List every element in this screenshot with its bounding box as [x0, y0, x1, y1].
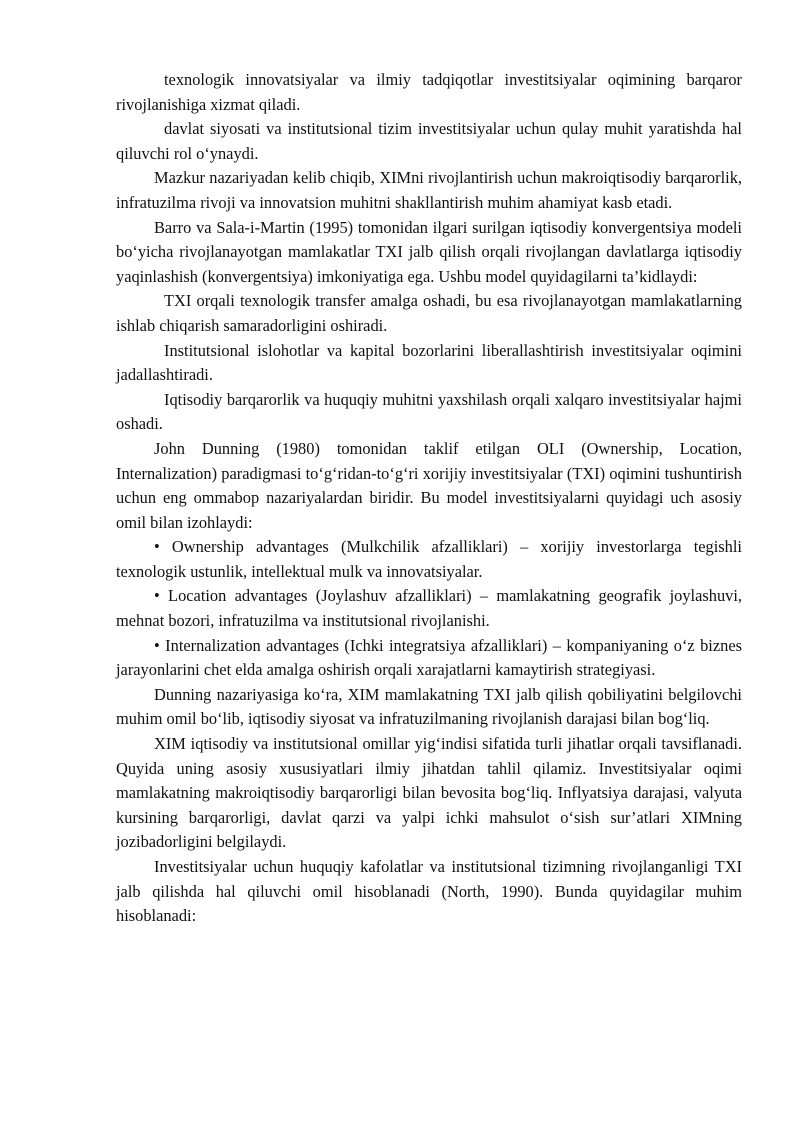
paragraph-5: TXI orqali texnologik transfer amalga oshadi, bu esa rivojlanayotgan mamlakatlarning ishlab chiqarish samaradorligini oshiradi.: [116, 291, 742, 335]
paragraph-3: Mazkur nazariyadan kelib chiqib, XIMni rivojlantirish uchun makroiqtisodiy barqarorlik, infratuzilma rivoji va innovatsion muhitni shakllantirish muhim ahamiyat kasb etadi.: [116, 168, 742, 212]
paragraph-4: Barro va Sala-i-Martin (1995) tomonidan ilgari surilgan iqtisodiy konvergentsiya modeli bo‘yicha rivojlanayotgan mamlakatlar TXI jalb qilish orqali rivojlangan davlatlarga iqtisodiy yaqinlashish (konvergentsiya) imkoniyatiga ega. Ushbu model quyidagilarni ta’kidlaydi:: [116, 217, 742, 286]
paragraph-1: texnologik innovatsiyalar va ilmiy tadqiqotlar investitsiyalar oqimining barqaror rivojlanishiga xizmat qiladi.: [116, 70, 742, 114]
paragraph-2: davlat siyosati va institutsional tizim investitsiyalar uchun qulay muhit yaratishda hal qiluvchi rol o‘ynaydi.: [116, 119, 742, 163]
paragraph-12: Dunning nazariyasiga ko‘ra, XIM mamlakatning TXI jalb qilish qobiliyatini belgilovchi muhim omil bo‘lib, iqtisodiy siyosat va infratuzilmaning rivojlanish darajasi bilan bog‘liq.: [116, 684, 742, 729]
paragraph-8: John Dunning (1980) tomonidan taklif etilgan OLI (Ownership, Location, Internalization) paradigmasi to‘g‘ridan-to‘g‘ri xorijiy investitsiyalar (TXI) oqimini tushuntirish uchun eng ommabop nazariyalardan biridir. Bu model investitsiyalarni quyidagi uch asosiy omil bilan izohlaydi:: [116, 438, 742, 532]
bullet-item-location: • Location advantages (Joylashuv afzalliklari) – mamlakatning geografik joylashuvi, mehnat bozori, infratuzilma va institutsional rivojlanishi.: [116, 586, 742, 631]
bullet-item-internalization: • Internalization advantages (Ichki integratsiya afzalliklari) – kompaniyaning o‘z biznes jarayonlarini chet elda amalga oshirish orqali xarajatlarni kamaytirish strategiyasi.: [116, 635, 742, 680]
bullet-item-ownership: • Ownership advantages (Mulkchilik afzalliklari) – xorijiy investorlarga tegishli texnologik ustunlik, intellektual mulk va innovatsiyalar.: [116, 537, 742, 581]
paragraph-6: Institutsional islohotlar va kapital bozorlarini liberallashtirish investitsiyalar oqimini jadallashtiradi.: [116, 340, 742, 385]
document-page: [116, 68, 742, 929]
paragraph-13: XIM iqtisodiy va institutsional omillar yig‘indisi sifatida turli jihatlar orqali tavsiflanadi. Quyida uning asosiy xususiyatlari ilmiy jihatdan tahlil qilamiz. Investitsiyalar oqimi mamlakatning makroiqtisodiy barqarorligi bilan bevosita bog‘liq. Inflyatsiya darajasi, valyuta kursining barqarorligi, davlat qarzi va yalpi ichki mahsulot o‘sish sur’atlari XIMning jozibadorligini belgilaydi.: [116, 734, 742, 852]
paragraph-7: Iqtisodiy barqarorlik va huquqiy muhitni yaxshilash orqali xalqaro investitsiyalar hajmi oshadi.: [116, 389, 742, 434]
paragraph-14: Investitsiyalar uchun huquqiy kafolatlar va institutsional tizimning rivojlanganligi TXI jalb qilishda hal qiluvchi omil hisoblanadi (North, 1990). Bunda quyidagilar muhim hisoblanadi:: [116, 857, 742, 926]
